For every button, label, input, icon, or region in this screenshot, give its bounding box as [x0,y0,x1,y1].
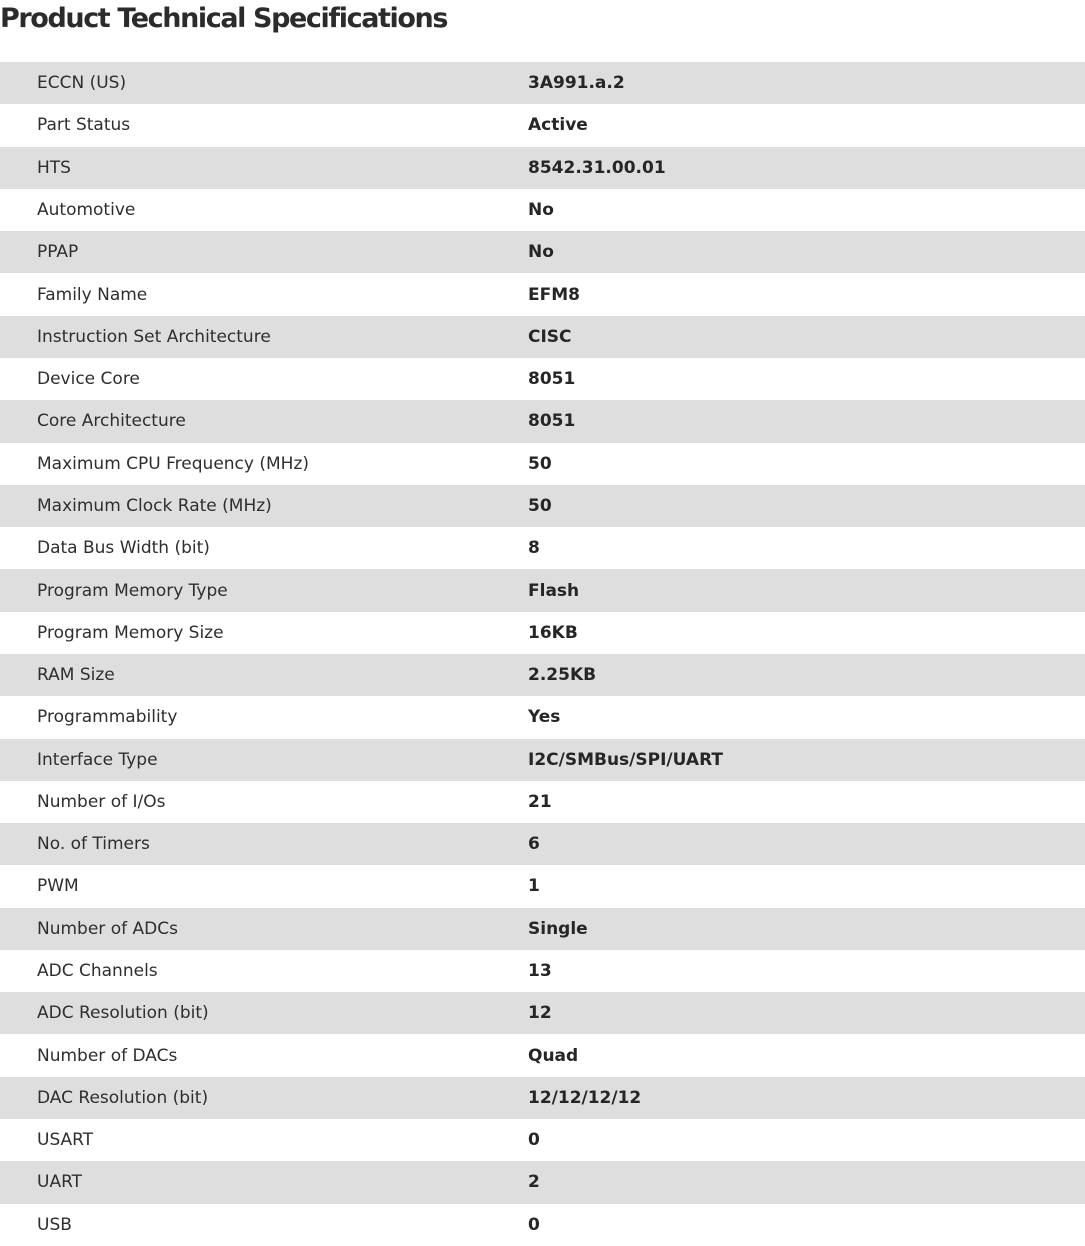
spec-value: 8542.31.00.01 [528,147,1085,189]
spec-value: 2.25KB [528,654,1085,696]
spec-row-instruction-set [0,316,1085,358]
spec-row-program-memory-size [0,612,1085,654]
spec-row-part-status [0,104,1085,146]
spec-value: 0 [528,1119,1085,1161]
spec-row-pwm [0,865,1085,907]
spec-value: No [528,231,1085,273]
spec-value: I2C/SMBus/SPI/UART [528,739,1085,781]
spec-label: PPAP [0,231,528,273]
spec-label: ADC Resolution (bit) [0,992,528,1034]
spec-row-hts [0,147,1085,189]
spec-row-uart [0,1161,1085,1203]
spec-row-family-name [0,273,1085,315]
spec-value: 12 [528,992,1085,1034]
spec-label: USB [0,1204,528,1246]
spec-label: HTS [0,147,528,189]
spec-label: Data Bus Width (bit) [0,527,528,569]
spec-value: EFM8 [528,273,1085,315]
spec-row-adc-resolution [0,992,1085,1034]
spec-row-ppap [0,231,1085,273]
spec-row-max-cpu-frequency [0,443,1085,485]
spec-row-eccn [0,62,1085,104]
spec-row-adc-channels [0,950,1085,992]
spec-row-usb [0,1204,1085,1246]
spec-label: Number of ADCs [0,908,528,950]
spec-row-ram-size [0,654,1085,696]
spec-row-device-core [0,358,1085,400]
spec-label: Programmability [0,696,528,738]
spec-row-data-bus-width [0,527,1085,569]
spec-value: 50 [528,443,1085,485]
spec-row-number-of-adcs [0,908,1085,950]
spec-value: Active [528,104,1085,146]
spec-value: 2 [528,1161,1085,1203]
spec-label: Number of DACs [0,1034,528,1076]
spec-label: Number of I/Os [0,781,528,823]
spec-row-number-of-timers [0,823,1085,865]
spec-label: Maximum CPU Frequency (MHz) [0,443,528,485]
spec-value: No [528,189,1085,231]
spec-value: 0 [528,1204,1085,1246]
spec-label: No. of Timers [0,823,528,865]
spec-label: Family Name [0,273,528,315]
spec-value: 8 [528,527,1085,569]
specifications-table [0,62,1085,1246]
spec-label: ADC Channels [0,950,528,992]
spec-value: Yes [528,696,1085,738]
spec-row-interface-type [0,739,1085,781]
spec-label: UART [0,1161,528,1203]
spec-value: Quad [528,1034,1085,1076]
spec-row-programmability [0,696,1085,738]
specifications-table-body [0,62,1085,1246]
spec-row-usart [0,1119,1085,1161]
spec-label: Program Memory Size [0,612,528,654]
page-title: Product Technical Specifications [0,3,448,34]
spec-label: USART [0,1119,528,1161]
spec-value: Flash [528,569,1085,611]
spec-label: Interface Type [0,739,528,781]
spec-value: 16KB [528,612,1085,654]
spec-value: 6 [528,823,1085,865]
spec-row-max-clock-rate [0,485,1085,527]
spec-label: Core Architecture [0,400,528,442]
spec-label: PWM [0,865,528,907]
spec-label: Automotive [0,189,528,231]
spec-value: Single [528,908,1085,950]
spec-row-automotive [0,189,1085,231]
spec-label: Part Status [0,104,528,146]
spec-label: Device Core [0,358,528,400]
spec-label: ECCN (US) [0,62,528,104]
spec-label: Maximum Clock Rate (MHz) [0,485,528,527]
spec-value: 1 [528,865,1085,907]
spec-value: CISC [528,316,1085,358]
spec-row-core-architecture [0,400,1085,442]
spec-row-dac-resolution [0,1077,1085,1119]
spec-label: Instruction Set Architecture [0,316,528,358]
spec-label: DAC Resolution (bit) [0,1077,528,1119]
spec-label: RAM Size [0,654,528,696]
spec-row-number-of-ios [0,781,1085,823]
spec-value: 12/12/12/12 [528,1077,1085,1119]
spec-label: Program Memory Type [0,569,528,611]
spec-value: 3A991.a.2 [528,62,1085,104]
spec-value: 13 [528,950,1085,992]
spec-value: 21 [528,781,1085,823]
spec-row-program-memory-type [0,569,1085,611]
spec-value: 8051 [528,358,1085,400]
spec-value: 8051 [528,400,1085,442]
spec-value: 50 [528,485,1085,527]
spec-row-number-of-dacs [0,1034,1085,1076]
